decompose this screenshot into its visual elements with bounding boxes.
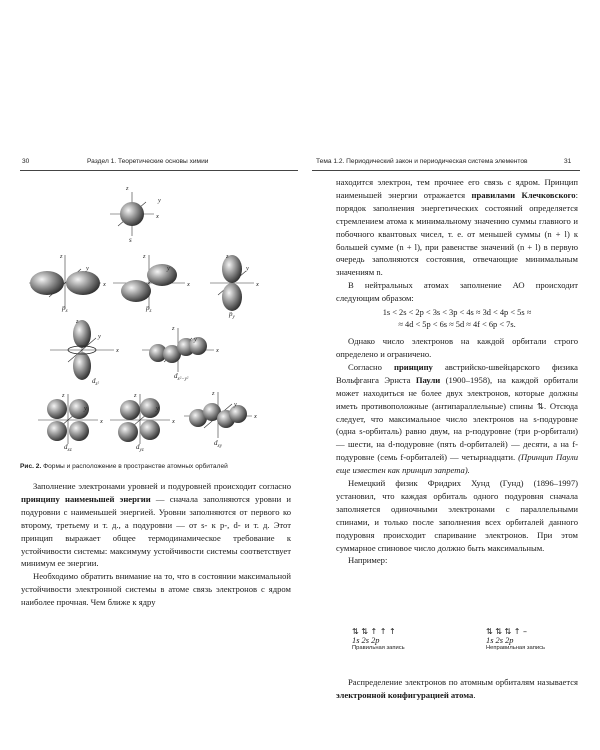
paragraph-electron-configuration: Распределение электронов по атомным орбиталям называется электронной конфигурацией атома. bbox=[336, 677, 578, 700]
svg-text:x: x bbox=[216, 347, 219, 354]
svg-text:x: x bbox=[172, 418, 175, 425]
orbital-dz2 bbox=[50, 320, 114, 380]
left-body-text bbox=[21, 480, 291, 609]
header-rule-right bbox=[312, 170, 580, 171]
orbital-s bbox=[110, 192, 154, 236]
svg-text:dx²−y²: $d_{x^2-y^2}$ bbox=[174, 372, 189, 382]
paragraph-stability: Необходимо обратить внимание на то, что в состоянии максимальной устойчивости электронной системы в атоме связь электронов с ядром наиболее прочная. Чем ближе к ядру bbox=[21, 571, 291, 608]
paragraph-least-energy: Заполнение электронами уровней и подуровней происходит согласно принципу наименьшей энергии — сначала заполняются уровни и подуровни с наименьшей энергией. Уровни заполняются от первого ко второму, третьему и т. д., а подуровни — от s- к p-, d- и т. д. Этот принцип выражает общее термодинамическое требование к устойчивости системы: максимуму устойчивости системы соответствует минимум ее энергии. bbox=[21, 481, 291, 569]
svg-text:z: z bbox=[134, 392, 137, 399]
orbital-dxz bbox=[38, 394, 98, 444]
figure-caption: Рис. 2. Формы и расположение в пространстве атомных орбиталей bbox=[20, 463, 228, 470]
right-page bbox=[300, 0, 600, 750]
svg-text:dz²: $d_{z^2}$ bbox=[92, 377, 99, 387]
orbital-px bbox=[29, 255, 101, 309]
svg-text:py: $p_y$ bbox=[229, 310, 235, 320]
svg-text:x: x bbox=[256, 281, 259, 288]
svg-text:z: z bbox=[60, 253, 63, 260]
svg-text:y: y bbox=[156, 405, 159, 412]
paragraph-limited: Однако число электронов на каждой орбитали строго определено и ограничено. bbox=[336, 336, 578, 359]
svg-text:z: z bbox=[226, 253, 229, 260]
right-body-text-end bbox=[336, 676, 578, 702]
svg-text:z: z bbox=[126, 185, 129, 192]
page-number-left: 30 bbox=[22, 158, 30, 165]
paragraph-filling-order: В нейтральных атомах заполнение АО происходит следующим образом: bbox=[336, 280, 578, 304]
svg-text:x: x bbox=[116, 347, 119, 354]
svg-text:y: y bbox=[194, 336, 197, 343]
orbital-dx2y2 bbox=[142, 328, 214, 372]
svg-text:z: z bbox=[76, 318, 79, 325]
page-number-right: 31 bbox=[564, 158, 572, 165]
right-running-header: Тема 1.2. Периодический закон и периодическая система элементов bbox=[316, 158, 528, 165]
left-running-header: Раздел 1. Теоретические основы химии bbox=[87, 158, 209, 165]
svg-text:x: x bbox=[156, 213, 159, 220]
svg-text:dxy: $d_{xy}$ bbox=[214, 439, 222, 449]
svg-text:dyz: $d_{yz}$ bbox=[136, 443, 144, 453]
svg-text:x: x bbox=[187, 281, 190, 288]
svg-text:z: z bbox=[143, 253, 146, 260]
config-incorrect: ⇅ ⇅ ⇅ ↑ – 1s 2s 2p Неправильная запись bbox=[486, 627, 546, 651]
filling-order-formula: 1s < 2s < 2p < 3s < 3p < 4s ≈ 3d < 4p < 5s ≈ ≈ 4d < 5p < 6s ≈ 5d ≈ 4f < 6p < 7s. bbox=[382, 308, 532, 330]
svg-text:y: y bbox=[86, 265, 89, 272]
orbital-pz bbox=[113, 255, 185, 309]
svg-text:z: z bbox=[172, 325, 175, 332]
orbital-label-s: s bbox=[129, 236, 132, 244]
svg-text:z: z bbox=[62, 392, 65, 399]
orbital-dxy bbox=[184, 392, 252, 438]
paragraph-pauli: Согласно принципу австрийско-швейцарского физика Вольфганга Эрнста Паули (1900–1958), на каждой орбитали может находиться не более двух электронов, которые должны иметь противоположные (антипараллельные) спины ⇅. Отсюда следует, что максимальное число электронов на s-подуровне (одна s-орбиталь) равно двум, на p-подуровне (три p-орбитали) — шести, на d-подуровне (пять d-орбиталей) — десяти, а на f-подуровне (семь f-орбиталей) — четырнадцати. (Принцип Паули еще известен как принцип запрета). bbox=[336, 361, 579, 476]
right-body-text bbox=[336, 176, 578, 567]
config-correct: ⇅ ⇅ ↑ ↑ ↑ 1s 2s 2p Правильная запись bbox=[352, 627, 405, 651]
svg-text:dxz: $d_{xz}$ bbox=[64, 443, 72, 453]
svg-text:x: x bbox=[254, 413, 257, 420]
paragraph-hund: Немецкий физик Фридрих Хунд (Гунд) (1896–1997) установил, что каждая орбиталь одного подуровня сначала заполняется одиночными электронами с параллельными спинами, и только после заполнения всех орбиталей данного подуровня происходит спаривание электронов. При этом суммарное спиновое число должно быть максимальным. bbox=[336, 478, 578, 553]
orbital-dyz bbox=[110, 394, 170, 444]
svg-text:y: y bbox=[158, 197, 161, 204]
paragraph-klechkovsky: находится электрон, тем прочнее его связь с ядром. Принцип наименьшей энергии отражается правилами Клечковского: порядок заполнения энергетических состояний определяется стремлением атома к минимальному значению суммы главного и побочного квантовых чисел, т. е. от меньшей суммы (n + l) к большей сумме (n + l), при равенстве значений (n + l) в первую очередь заполняются состояния, отвечающие минимальным значениям n. bbox=[336, 177, 578, 278]
paragraph-example: Например: bbox=[348, 555, 388, 566]
orbital-py bbox=[210, 255, 254, 311]
svg-text:y: y bbox=[84, 405, 87, 412]
svg-text:y: y bbox=[234, 401, 237, 408]
svg-text:y: y bbox=[98, 333, 101, 340]
svg-text:px: $p_x$ bbox=[62, 304, 68, 314]
svg-text:pz: $p_z$ bbox=[146, 304, 152, 314]
svg-text:x: x bbox=[100, 418, 103, 425]
orbitals-figure bbox=[0, 0, 300, 470]
svg-text:y: y bbox=[167, 265, 170, 272]
svg-text:z: z bbox=[212, 390, 215, 397]
svg-text:y: y bbox=[246, 265, 249, 272]
svg-text:x: x bbox=[103, 281, 106, 288]
